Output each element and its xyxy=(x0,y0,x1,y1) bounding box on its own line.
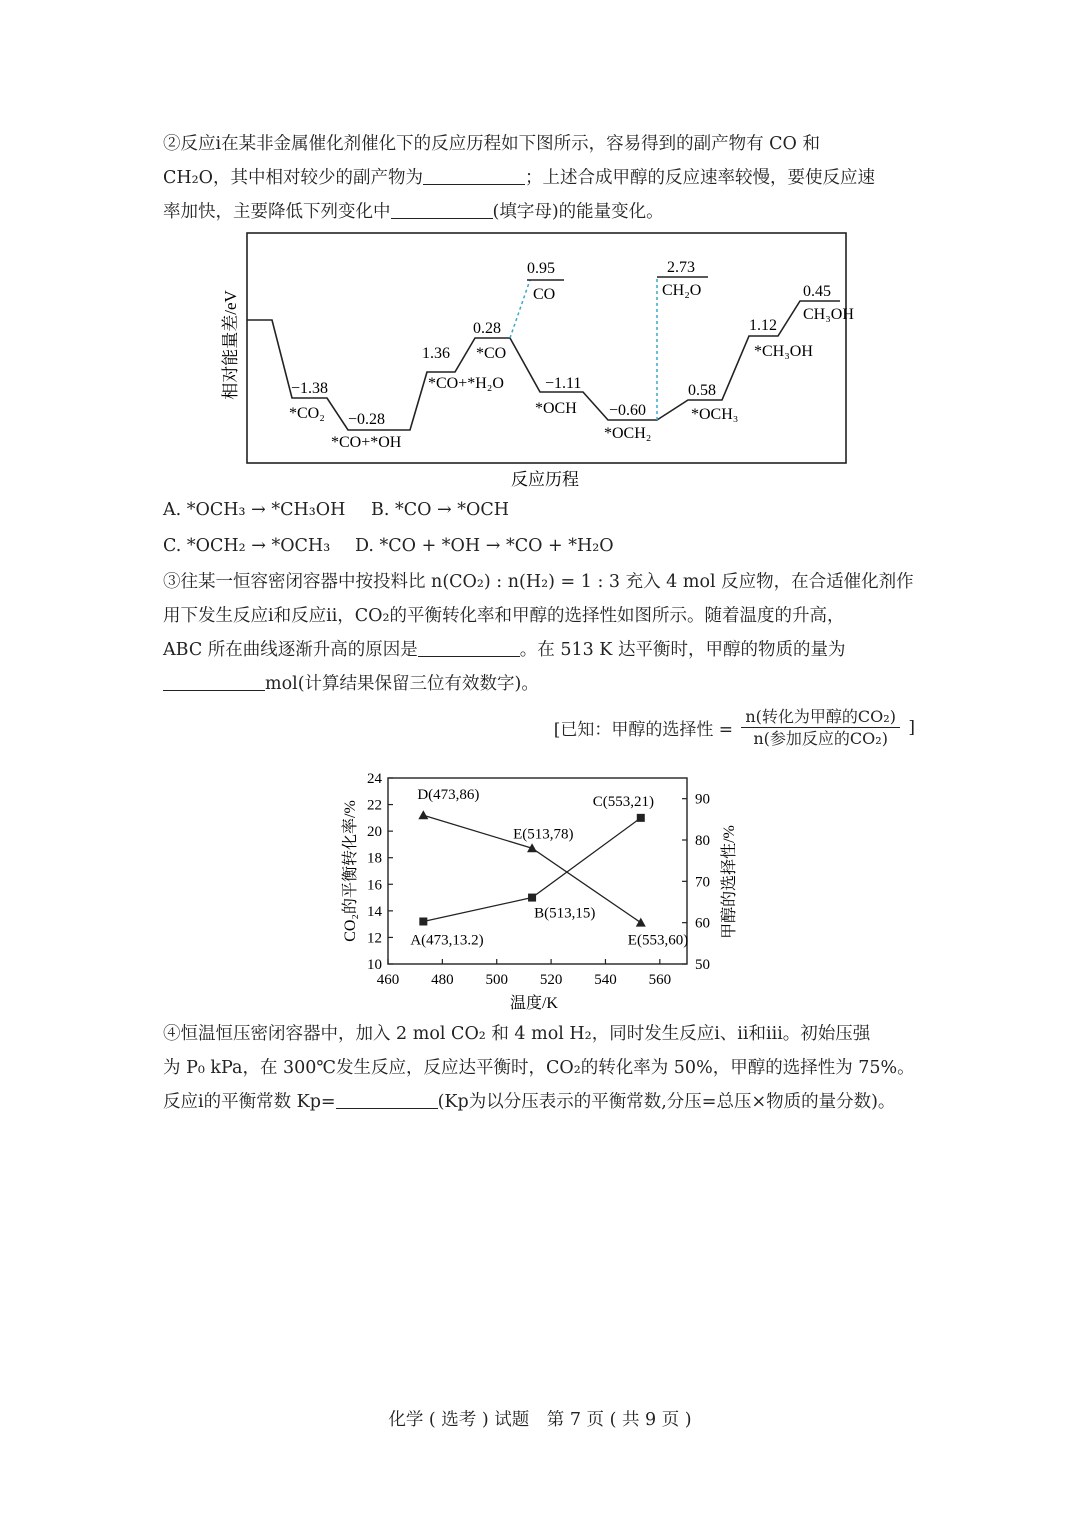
level-value-och2: −0.60 xyxy=(609,402,647,419)
data-point-square xyxy=(528,894,536,902)
option-a[interactable]: A. *OCH₃ → *CH₃OH xyxy=(163,500,346,520)
energy-diagram-ylabel: 相对能量差/eV xyxy=(221,290,240,400)
level-species-och3: *OCH₃ xyxy=(691,406,739,423)
level-species-och2: *OCH₂ xyxy=(604,425,652,442)
level-species-ch3oh-ads: *CH₃OH xyxy=(754,343,813,360)
q4-line-3-text-b: (Kp为以分压表示的平衡常数,分压=总压×物质的量分数)。 xyxy=(437,1092,896,1112)
y-right-tick-label: 80 xyxy=(695,833,710,849)
y-left-tick-label: 22 xyxy=(367,797,382,814)
option-row-1 xyxy=(163,498,509,522)
selectivity-definition xyxy=(554,706,915,749)
y-left-tick-label: 12 xyxy=(367,930,382,947)
page-footer: 化学 ( 选考 ) 试题 第 7 页 ( 共 9 页 ) xyxy=(388,1410,692,1430)
selectivity-prefix: [已知：甲醇的选择性 = xyxy=(553,720,733,740)
q2-line-2 xyxy=(163,166,875,190)
answer-blank-5[interactable] xyxy=(336,1090,438,1109)
level-value-ch2o: 2.73 xyxy=(667,259,695,276)
data-point-label: E(553,60) xyxy=(627,932,689,949)
q4-line-3-text-a: 反应ⅰ的平衡常数 Kp= xyxy=(163,1092,336,1112)
option-d[interactable]: D. *CO + *OH → *CO + *H₂O xyxy=(355,536,614,556)
level-value-och3: 0.58 xyxy=(688,382,716,399)
data-point-label: D(473,86) xyxy=(417,787,480,804)
y-left-tick-label: 16 xyxy=(367,877,382,894)
level-species-co-ads: *CO xyxy=(476,345,507,362)
q3-line-2: 用下发生反应ⅰ和反应ⅱ，CO₂的平衡转化率和甲醇的选择性如图所示。随着温度的升高， xyxy=(163,606,845,626)
y-left-tick-label: 10 xyxy=(367,957,382,973)
y-right-tick-label: 60 xyxy=(695,915,710,932)
data-point-square xyxy=(637,814,645,822)
q4-line-2: 为 P₀ kPa，在 300℃发生反应，反应达平衡时，CO₂的转化率为 50%，甲醇的选择性为 75%。 xyxy=(163,1058,915,1078)
q3-line-1: ③往某一恒容密闭容器中按投料比 n(CO₂) : n(H₂) = 1 : 3 充入 4 mol 反应物，在合适催化剂作 xyxy=(163,572,914,592)
level-value-och: −1.11 xyxy=(545,375,582,392)
chart-ylabel-left: CO₂的平衡转化率/% xyxy=(342,800,359,942)
level-value-co2: −1.38 xyxy=(291,380,329,397)
answer-blank-2[interactable] xyxy=(391,200,493,219)
selectivity-denominator: n(参加反应的CO₂) xyxy=(753,729,888,748)
answer-blank-3[interactable] xyxy=(418,638,520,657)
y-left-tick-label: 14 xyxy=(367,903,382,920)
q2-line-2-text-b: ；上述合成甲醇的反应速率较慢，要使反应速 xyxy=(525,168,876,188)
data-point-square xyxy=(419,917,427,925)
q3-line-3-text-a: ABC 所在曲线逐渐升高的原因是 xyxy=(163,640,418,660)
q2-line-3-text-b: (填字母)的能量变化。 xyxy=(492,202,664,222)
option-c[interactable]: C. *OCH₂ → *OCH₃ xyxy=(163,536,331,556)
energy-branch-co xyxy=(510,280,530,338)
data-point-label: A(473,13.2) xyxy=(410,932,484,949)
selectivity-numerator: n(转化为甲醇的CO₂) xyxy=(741,706,900,728)
level-value-ch3oh-gas: 0.45 xyxy=(803,283,831,300)
q3-line-4 xyxy=(163,672,539,696)
level-value-co-gas: 0.95 xyxy=(527,260,555,277)
chart-xlabel: 温度/K xyxy=(509,995,559,1012)
data-point-triangle xyxy=(418,810,428,819)
selectivity-suffix: ] xyxy=(908,717,915,738)
q4-line-1: ④恒温恒压密闭容器中，加入 2 mol CO₂ 和 4 mol H₂，同时发生反应ⅰ、ⅱ和ⅲ。初始压强 xyxy=(163,1024,871,1044)
q2-line-3-text-a: 率加快，主要降低下列变化中 xyxy=(163,202,391,222)
level-species-co-gas: CO xyxy=(533,286,556,303)
level-value-ch3oh-ads: 1.12 xyxy=(749,317,777,334)
level-value-co-ads: 0.28 xyxy=(473,320,501,337)
y-right-tick-label: 50 xyxy=(695,957,710,973)
y-left-tick-label: 18 xyxy=(367,850,382,867)
x-tick-label: 520 xyxy=(539,972,563,988)
q3-line-3-text-b: 。在 513 K 达平衡时，甲醇的物质的量为 xyxy=(519,640,846,660)
y-right-tick-label: 70 xyxy=(695,874,710,891)
level-species-co-h2o: *CO+*H₂O xyxy=(428,375,504,392)
chart-ylabel-right: 甲醇的选择性/% xyxy=(721,825,738,939)
y-left-tick-label: 20 xyxy=(367,824,382,841)
energy-diagram-xlabel: 反应历程 xyxy=(511,470,579,489)
data-point-label: E(513,78) xyxy=(513,826,574,843)
option-row-2 xyxy=(163,534,614,558)
x-tick-label: 480 xyxy=(431,972,454,988)
level-species-ch2o: CH₂O xyxy=(662,282,702,299)
y-left-tick-label: 24 xyxy=(367,771,382,787)
data-point-label: C(553,21) xyxy=(592,793,655,810)
q2-line-2-text-a: CH₂O，其中相对较少的副产物为 xyxy=(163,168,424,188)
x-tick-label: 560 xyxy=(648,972,672,988)
option-b[interactable]: B. *CO → *OCH xyxy=(371,500,510,520)
level-value-co-h2o: 1.36 xyxy=(422,345,450,362)
x-tick-label: 540 xyxy=(594,972,617,988)
q2-line-1: ②反应ⅰ在某非金属催化剂催化下的反应历程如下图所示，容易得到的副产物有 CO 和 xyxy=(163,134,820,154)
level-species-co2: *CO₂ xyxy=(289,405,325,422)
q3-line-3 xyxy=(163,638,845,662)
q3-line-4-text: mol(计算结果保留三位有效数字)。 xyxy=(265,674,539,694)
conversion-selectivity-chart xyxy=(0,760,1080,1020)
x-tick-label: 460 xyxy=(376,972,400,988)
selectivity-fraction xyxy=(741,706,900,749)
answer-blank-1[interactable] xyxy=(423,166,525,185)
level-species-ch3oh-gas: CH₃OH xyxy=(803,306,854,323)
q4-line-3 xyxy=(163,1090,895,1114)
level-species-och: *OCH xyxy=(535,400,577,417)
data-point-triangle xyxy=(636,918,646,927)
y-right-tick-label: 90 xyxy=(695,791,710,808)
q2-line-3 xyxy=(163,200,664,224)
level-species-co-oh: *CO+*OH xyxy=(331,434,402,451)
answer-blank-4[interactable] xyxy=(163,672,265,691)
level-value-co-oh: −0.28 xyxy=(348,411,386,428)
data-point-label: B(513,15) xyxy=(534,905,596,922)
x-tick-label: 500 xyxy=(485,972,508,988)
